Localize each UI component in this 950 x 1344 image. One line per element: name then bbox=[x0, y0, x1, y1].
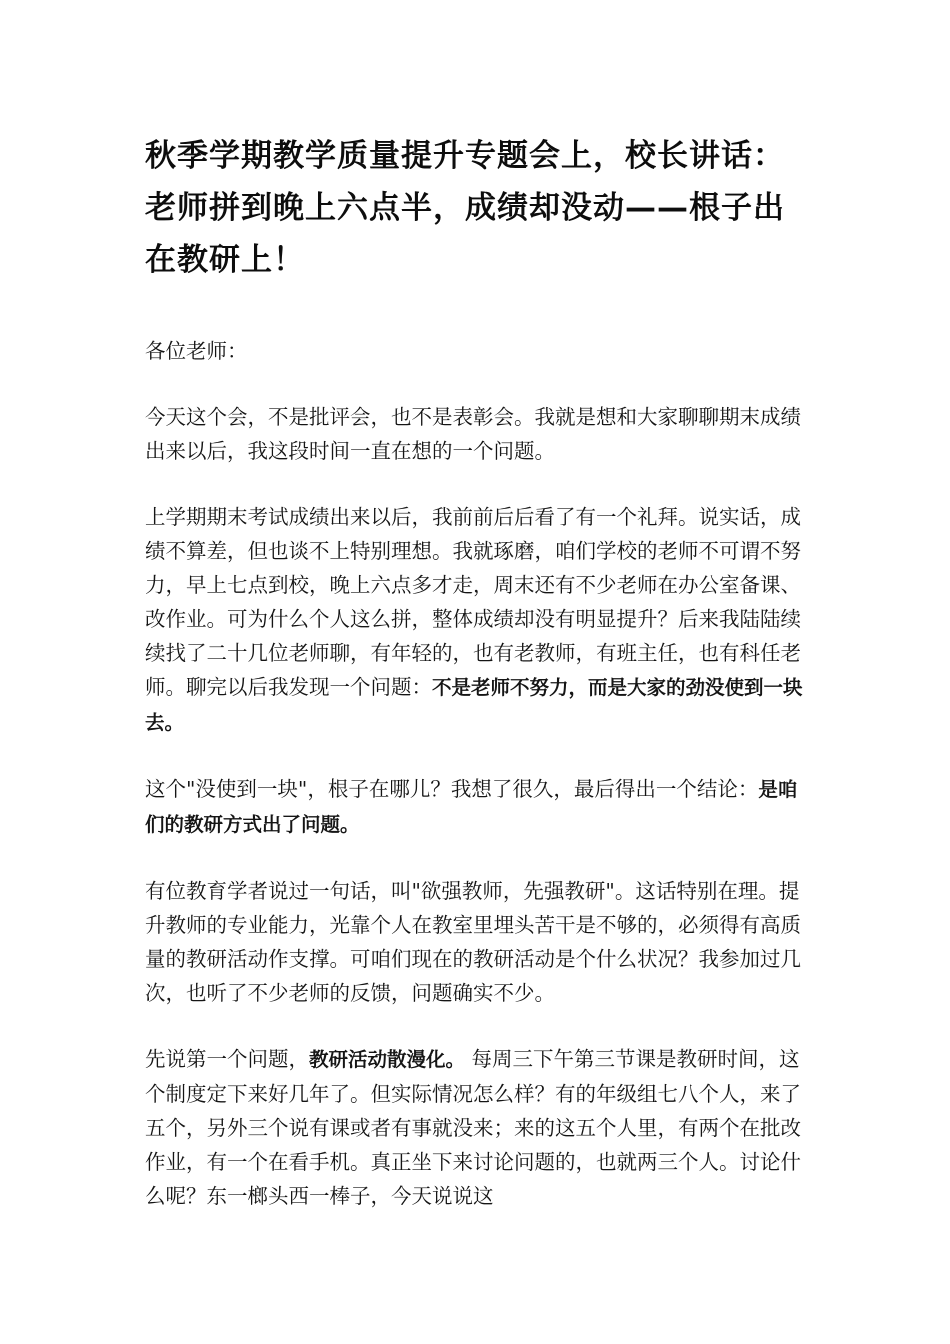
paragraph-5-text: 每周三下午第三节课是教研时间，这个制度定下来好几年了。但实际情况怎么样？有的年级组七八个人，来了五个，另外三个说有课或者有事就没来；来的这五个人里，有两个在批改作业，有一个在看手机。真正坐下来讨论问题的，也就两三个人。讨论什么呢？东一榔头西一棒子，今天说说这 bbox=[145, 1047, 801, 1208]
paragraph-5 bbox=[145, 1042, 815, 1213]
paragraph-3-emphasis: 是咱们的教研方式出了问题。 bbox=[145, 778, 798, 836]
paragraph-3-text: 这个"没使到一块"，根子在哪儿？我想了很久，最后得出一个结论： bbox=[145, 777, 759, 801]
paragraph-1: 今天这个会，不是批评会，也不是表彰会。我就是想和大家聊聊期末成绩出来以后，我这段时间一直在想的一个问题。 bbox=[145, 405, 801, 463]
paragraph-4: 有位教育学者说过一句话，叫"欲强教师，先强教研"。这话特别在理。提升教师的专业能力，光靠个人在教室里埋头苦干是不够的，必须得有高质量的教研活动作支撑。可咱们现在的教研活动是个什么状况？我参加过几次，也听了不少老师的反馈，问题确实不少。 bbox=[145, 879, 801, 1005]
paragraph-2 bbox=[145, 500, 815, 740]
document-title: 秋季学期教学质量提升专题会上，校长讲话：老师拼到晚上六点半，成绩却没动——根子出在教研上！ bbox=[145, 138, 785, 278]
paragraph-2-text: 上学期期末考试成绩出来以后，我前前后后看了有一个礼拜。说实话，成绩不算差，但也谈不上特别理想。我就琢磨，咱们学校的老师不可谓不努力，早上七点到校，晚上六点多才走，周末还有不少老师在办公室备课、改作业。可为什么个人这么拼，整体成绩却没有明显提升？后来我陆陆续续找了二十几位老师聊，有年轻的，也有老教师，有班主任，也有科任老师。聊完以后我发现一个问题： bbox=[145, 505, 801, 699]
paragraph-2-emphasis: 不是老师不努力，而是大家的劲没使到一块去。 bbox=[145, 676, 803, 734]
document-page bbox=[145, 130, 815, 1213]
paragraph-5-emphasis: 教研活动散漫化。 bbox=[309, 1048, 466, 1071]
greeting: 各位老师： bbox=[145, 339, 248, 363]
paragraph-3 bbox=[145, 772, 815, 842]
paragraph-5-lead: 先说第一个问题， bbox=[145, 1047, 309, 1071]
